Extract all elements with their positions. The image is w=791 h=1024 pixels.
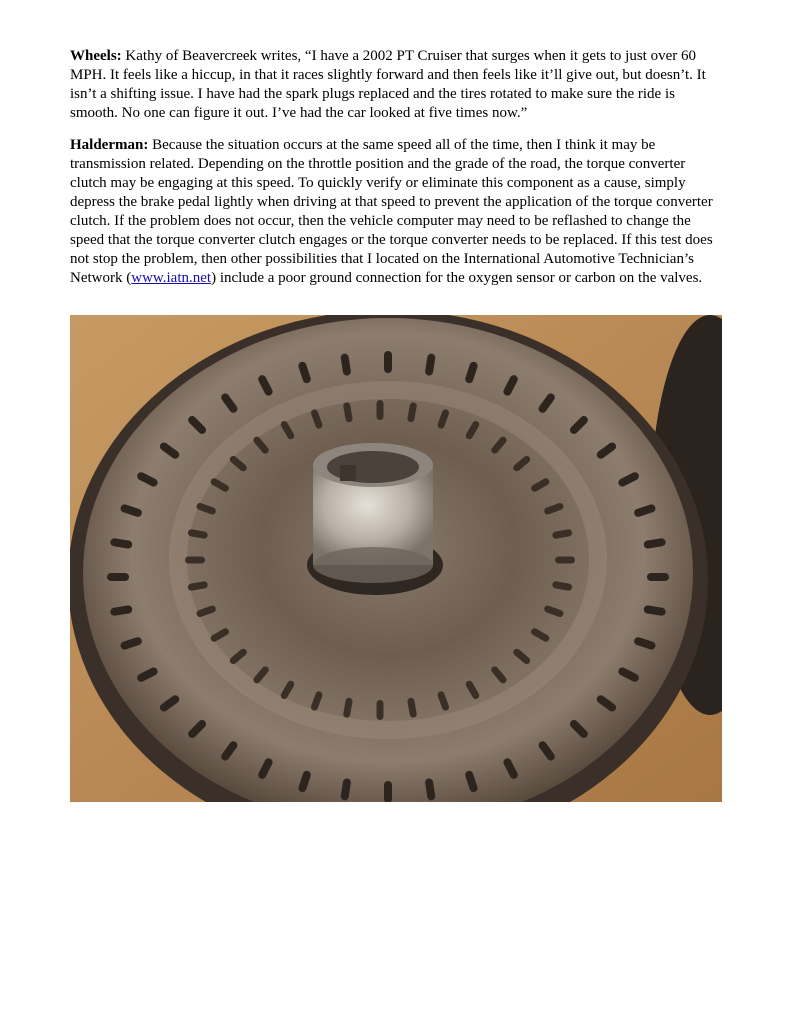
question-paragraph	[70, 47, 725, 123]
hub-notch	[340, 465, 356, 481]
hub-bottom	[313, 547, 433, 583]
iatn-link[interactable]: www.iatn.net	[131, 270, 212, 286]
slot	[377, 700, 384, 720]
answer-text: Because the situation occurs at the same speed all of the time, then I think it may be transmission related. Depending on the throttle position and the grade of the road, the torque converter clutch may be engaging at this speed. To quickly verify or eliminate this component as a cause, simply depress the brake pedal lightly when driving at that speed to prevent the application of the torque converter clutch. If the problem does not occur, then the vehicle computer may need to be reflashed to change the speed that the torque converter clutch engages or the torque converter needs to be replaced. If this test does not stop the problem, then other possibilities that I located on the International Automotive Technician’s Network (	[70, 137, 713, 286]
answer-label: Halderman:	[70, 137, 149, 153]
answer-paragraph	[70, 136, 725, 288]
slot	[185, 557, 205, 564]
torque-converter-image	[70, 315, 722, 802]
question-label: Wheels:	[70, 48, 122, 64]
slot	[107, 573, 129, 581]
question-text: Kathy of Beavercreek writes, “I have a 2002 PT Cruiser that surges when it gets to just over 60 MPH. It feels like a hiccup, in that it races slightly forward and then feels like it’ll give out, but doesn’t. It isn’t a shifting issue. I have had the spark plugs replaced and the tires rotated to make sure the ride is smooth. No one can figure it out. I’ve had the car looked at five times now.”	[70, 48, 706, 121]
slot	[377, 400, 384, 420]
slot	[647, 573, 669, 581]
slot	[555, 557, 575, 564]
torque-converter-photo	[70, 315, 722, 802]
slot	[384, 781, 392, 802]
answer-text-end: ) include a poor ground connection for the oxygen sensor or carbon on the valves.	[211, 270, 703, 286]
slot	[384, 351, 392, 373]
